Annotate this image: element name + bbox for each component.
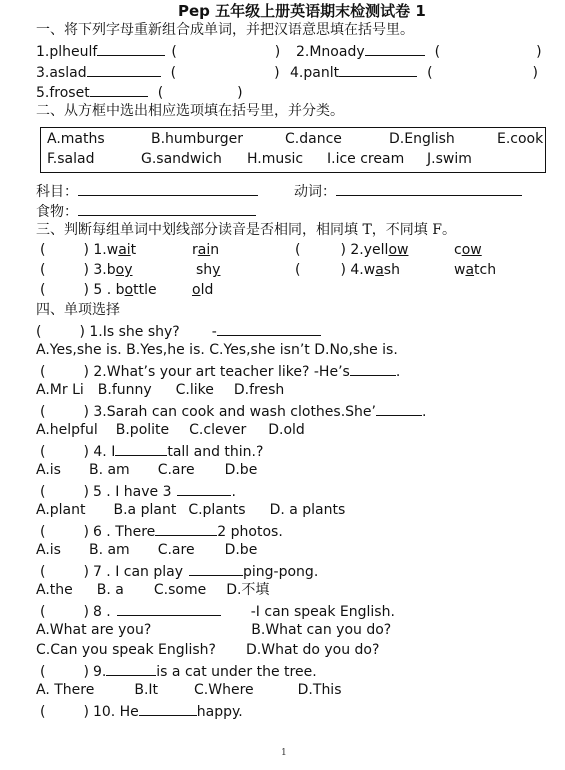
answer-blank[interactable] [217,321,321,336]
q8-options-2: C.Can you speak English? D.What do you do? [36,642,380,658]
answer-blank[interactable] [350,361,396,376]
answer-blank[interactable] [189,561,243,576]
q3-options: A.helpful B.polite C.clever D.old [36,422,305,438]
answer-blank[interactable] [90,82,148,97]
item-number: 5 . [93,282,112,298]
answer-blank[interactable] [155,521,217,536]
answer-blank[interactable] [365,41,425,56]
s1-word: 4.panlt [290,65,340,81]
verb-row [294,181,522,201]
s3-word: watch [454,262,497,278]
word-box [40,127,546,173]
box-option: F.salad [47,151,95,167]
q1: ( ) 1.Is she shy? - [36,321,321,341]
q1-options: A.Yes,she is. B.Yes,he is. C.Yes,she isn’t D.No,she is. [36,342,398,358]
item-number: 4. [350,262,364,278]
answer-blank[interactable] [117,601,221,616]
s3-item-5: ( ) 5 . bottle [40,282,157,298]
q4-options: A.is B. am C.are D.be [36,462,258,478]
verb-label: 动词： [294,184,336,200]
box-option: I.ice cream [327,151,405,167]
food-row [36,201,256,221]
answer-blank[interactable] [106,661,156,676]
box-option: D.English [389,131,455,147]
s1-word: 2.Mnoady [296,44,365,60]
s1-item-4: 4.panlt ( ) [290,62,538,82]
q8-options-1: A.What are you? B.What can you do? [36,622,392,638]
s1-item-3: 3.aslad ( ) [36,62,280,82]
section1-heading: 一、将下列字母重新组合成单词，并把汉语意思填在括号里。 [36,22,414,38]
subject-blank[interactable] [78,181,258,196]
s1-word: 3.aslad [36,65,87,81]
section2-heading: 二、从方框中选出相应选项填在括号里，并分类。 [36,103,344,119]
s1-item-5: 5.froset ( ) [36,82,243,102]
s3-word: rain [192,242,220,258]
s3-word: cow [454,242,482,258]
box-option: G.sandwich [141,151,222,167]
s3-word: old [192,282,214,298]
s3-item-3: ( ) 3.boy [40,262,133,278]
box-option: H.music [247,151,304,167]
subject-label: 科目： [36,184,78,200]
s1-word: 5.froset [36,85,90,101]
q3: ( ) 3.Sarah can cook and wash clothes.She’ . [40,401,426,421]
answer-blank[interactable] [139,701,197,716]
box-option: A.maths [47,131,105,147]
q6: ( ) 6 . There 2 photos. [40,521,283,541]
s3-item-2: ( ) 2.yellow [295,242,409,258]
q2: ( ) 2.What’s your art teacher like? -He’s . [40,361,400,381]
section3-heading: 三、判断每组单词中划线部分读音是否相同，相同填 T，不同填 F。 [36,222,456,238]
answer-blank[interactable] [97,41,165,56]
q9: ( ) 9. is a cat under the tree. [40,661,317,681]
box-option: B.humburger [151,131,243,147]
answer-blank[interactable] [376,401,422,416]
q4: ( ) 4. I tall and thin.? [40,441,263,461]
item-number: 2. [350,242,364,258]
q10: ( ) 10. He happy. [40,701,243,721]
answer-blank[interactable] [87,62,161,77]
food-label: 食物： [36,204,78,220]
s1-word: 1.plheulf [36,44,98,60]
item-number: 3. [93,262,107,278]
q2-options: A.Mr Li B.funny C.like D.fresh [36,382,285,398]
q5: ( ) 5 . I have 3 . [40,481,236,501]
section4-heading: 四、单项选择 [36,302,120,318]
answer-blank[interactable] [115,441,167,456]
s3-item-4: ( ) 4.wash [295,262,400,278]
verb-blank[interactable] [336,181,522,196]
answer-blank[interactable] [339,62,417,77]
q7-options: A.the B. a C.some D.不填 [36,582,270,598]
q9-options: A. There B.It C.Where D.This [36,682,342,698]
s1-item-1: 1.plheulf ( ) [36,41,280,61]
s3-item-1: ( ) 1.wait [40,242,137,258]
q5-options: A.plant B.a plant C.plants D. a plants [36,502,346,518]
box-option: C.dance [285,131,342,147]
q8: ( ) 8 . -I can speak English. [40,601,395,621]
q6-options: A.is B. am C.are D.be [36,542,258,558]
food-blank[interactable] [78,201,256,216]
answer-blank[interactable] [177,481,231,496]
page-title: Pep 五年级上册英语期末检测试卷 1 [178,2,426,20]
s1-item-2: 2.Mnoady ( ) [296,41,542,61]
subject-row [36,181,258,201]
s3-word: shy [196,262,221,278]
box-option: E.cook [497,131,544,147]
box-option: J.swim [427,151,472,167]
q7: ( ) 7 . I can play ping-pong. [40,561,318,581]
page-number: 1 [281,748,287,758]
item-number: 1. [93,242,107,258]
